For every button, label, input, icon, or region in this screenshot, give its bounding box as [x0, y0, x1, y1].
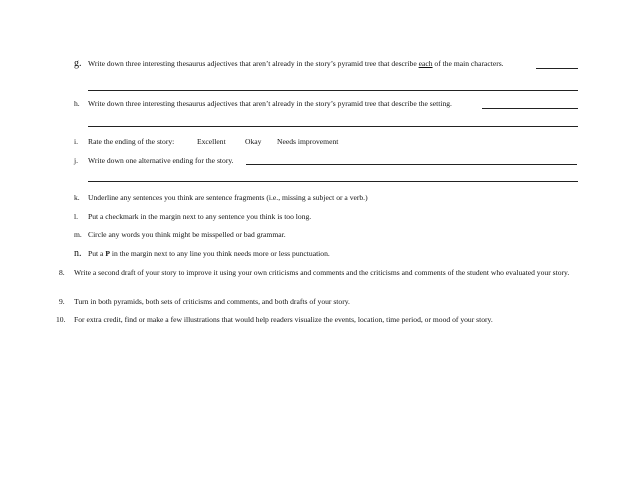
item-m [74, 230, 82, 240]
item-k [74, 193, 80, 203]
item-j [74, 156, 78, 166]
item-h [74, 99, 80, 109]
item-h-label: h. [74, 99, 80, 108]
step-9-text: Turn in both pyramids, both sets of criticisms and comments, and both drafts of your story. [74, 297, 350, 306]
answer-line-g[interactable] [88, 90, 578, 91]
item-l [74, 212, 78, 222]
step-8-number: 8. [59, 268, 65, 277]
answer-line-j[interactable] [88, 181, 578, 182]
answer-line-h-inline[interactable] [482, 108, 578, 109]
item-j-text: Write down one alternative ending for the story. [88, 156, 234, 165]
step-10-text: For extra credit, find or make a few illustrations that would help readers visualize the events, location, time period, or mood of your story. [74, 315, 493, 324]
item-l-label: l. [74, 212, 79, 221]
step-8-text: Write a second draft of your story to improve it using your own criticisms and comments and the criticisms and comments of the student who evaluated your story. [74, 268, 570, 277]
item-i-label: i. [74, 137, 79, 146]
answer-line-j-inline[interactable] [246, 164, 577, 165]
item-g-text [88, 59, 504, 69]
item-k-text: Underline any sentences you think are sentence fragments (i.e., missing a subject or a verb.) [88, 193, 368, 202]
item-h-text: Write down three interesting thesaurus adjectives that aren’t already in the story’s pyramid tree that describe the setting. [88, 99, 452, 108]
item-g-text-pre: Write down three interesting thesaurus adjectives that aren’t already in the story’s pyramid tree that describe [88, 59, 419, 68]
item-n-text-bold: P [105, 249, 110, 258]
item-g-text-post: of the main characters. [432, 59, 504, 68]
item-n-label: n. [74, 248, 82, 259]
item-n-text [88, 249, 330, 259]
item-j-label: j. [74, 156, 79, 165]
item-g-text-underlined: each [418, 59, 433, 68]
answer-line-g-inline[interactable] [536, 68, 578, 69]
rating-option-okay[interactable]: Okay [245, 137, 262, 146]
item-g-label: g. [74, 58, 82, 69]
answer-line-h[interactable] [88, 126, 578, 127]
step-9-number: 9. [59, 297, 65, 306]
item-l-text: Put a checkmark in the margin next to any sentence you think is too long. [88, 212, 312, 221]
step-10-number: 10. [56, 315, 66, 324]
rating-option-needs-improvement[interactable]: Needs improvement [277, 137, 339, 146]
rating-option-excellent[interactable]: Excellent [197, 137, 226, 146]
item-i [74, 137, 78, 147]
item-n-text-post: in the margin next to any line you think needs more or less punctuation. [109, 249, 330, 258]
item-i-text: Rate the ending of the story: [88, 137, 175, 146]
item-n [74, 249, 82, 259]
item-n-text-pre: Put a [88, 249, 106, 258]
item-g [74, 59, 82, 69]
item-m-label: m. [74, 230, 82, 239]
item-m-text: Circle any words you think might be misspelled or bad grammar. [88, 230, 286, 239]
item-k-label: k. [74, 193, 80, 202]
